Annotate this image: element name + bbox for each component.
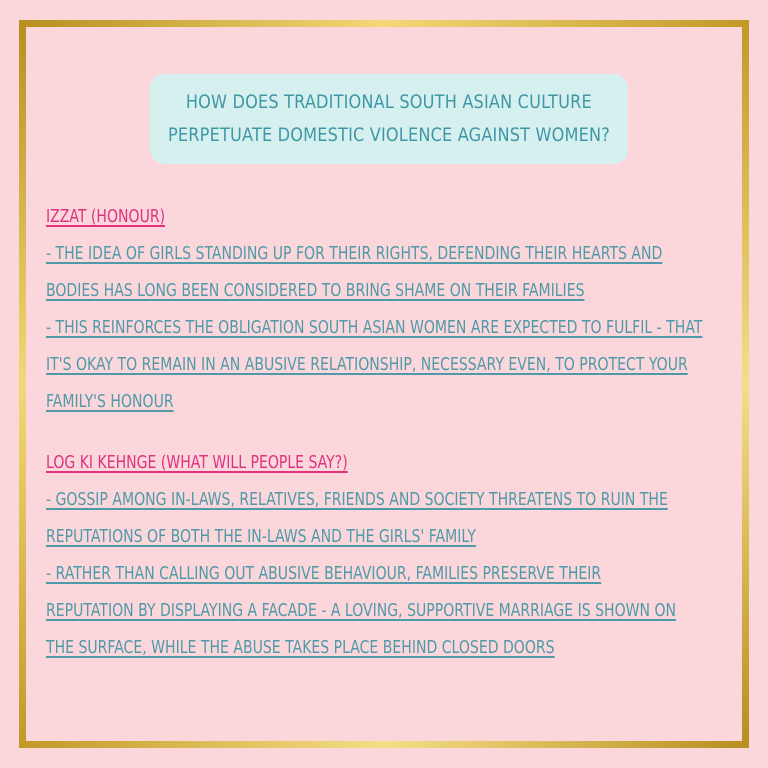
text-line: - RATHER THAN CALLING OUT ABUSIVE BEHAVIOUR, FAMILIES PRESERVE THEIR <box>46 563 602 584</box>
text-line: - THIS REINFORCES THE OBLIGATION SOUTH ASIAN WOMEN ARE EXPECTED TO FULFIL - THAT <box>46 317 703 338</box>
text-line: FAMILY'S HONOUR <box>46 391 174 412</box>
section-spacer <box>46 420 736 444</box>
text-line: IT'S OKAY TO REMAIN IN AN ABUSIVE RELATIONSHIP, NECESSARY EVEN, TO PROTECT YOUR <box>46 354 688 375</box>
section-heading-izzat: IZZAT (HONOUR) <box>46 206 166 227</box>
title-line-1: HOW DOES TRADITIONAL SOUTH ASIAN CULTURE <box>185 91 593 113</box>
content <box>46 198 736 666</box>
text-line: BODIES HAS LONG BEEN CONSIDERED TO BRING SHAME ON THEIR FAMILIES <box>46 280 585 301</box>
title-box <box>150 74 628 164</box>
text-line: REPUTATION BY DISPLAYING A FACADE - A LOVING, SUPPORTIVE MARRIAGE IS SHOWN ON <box>46 600 677 621</box>
section-heading-log-ki-kehnge: LOG KI KEHNGE (WHAT WILL PEOPLE SAY?) <box>46 452 348 473</box>
text-line: - THE IDEA OF GIRLS STANDING UP FOR THEIR RIGHTS, DEFENDING THEIR HEARTS AND <box>46 243 663 264</box>
text-line: - GOSSIP AMONG IN-LAWS, RELATIVES, FRIENDS AND SOCIETY THREATENS TO RUIN THE <box>46 489 668 510</box>
title-line-2: PERPETUATE DOMESTIC VIOLENCE AGAINST WOMEN? <box>168 124 610 146</box>
text-line: REPUTATIONS OF BOTH THE IN-LAWS AND THE GIRLS' FAMILY <box>46 526 476 547</box>
text-line: THE SURFACE, WHILE THE ABUSE TAKES PLACE BEHIND CLOSED DOORS <box>46 637 555 658</box>
